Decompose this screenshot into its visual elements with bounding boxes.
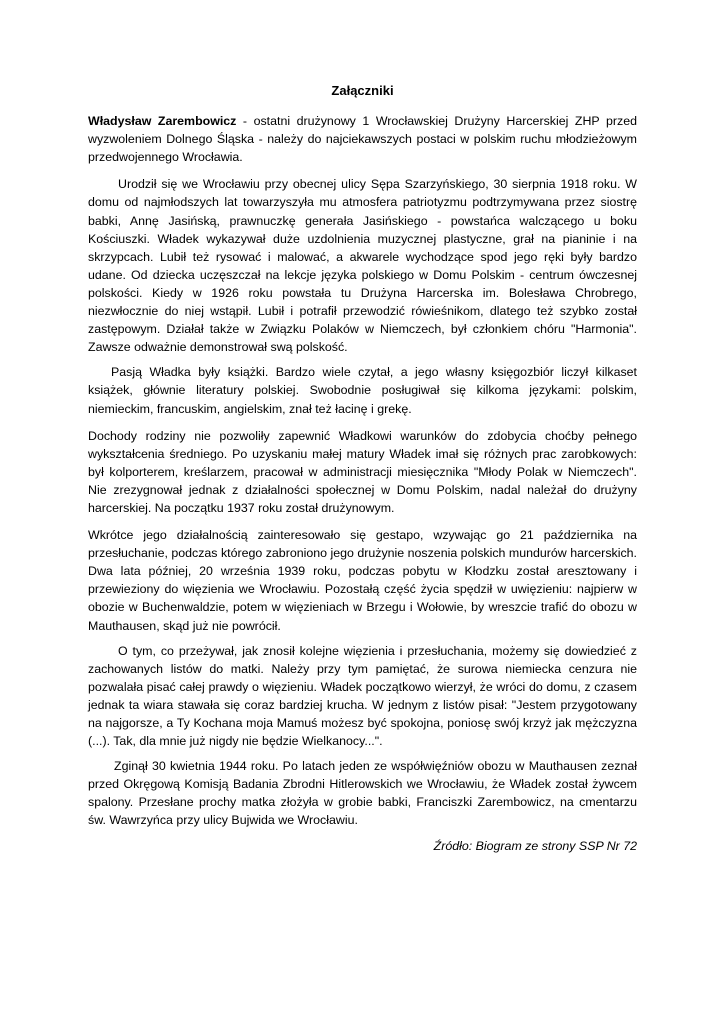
person-name: Władysław Zarembowicz: [88, 114, 237, 129]
paragraph-books: Pasją Władka były książki. Bardzo wiele czytał, a jego własny księgozbiór liczył kilkaset książek, głównie literatury polskiej. Swobodnie posługiwał się kilkoma językami: polskim, niemieckim, francuskim, angielskim, znał też łacinę i grekę.: [88, 365, 637, 416]
paragraph-work: Dochody rodziny nie pozwoliły zapewnić Władkowi warunków do zdobycia choćby pełnego wykształcenia średniego. Po uzyskaniu małej matury Władek imał się różnych prac zarobkowych: był kolporterem, kreślarzem, pracował w administracji miesięcznika "Młody Polak w Niemczech". Nie zrezygnował jednak z działalności społecznej w Domu Polskim, nadal należał do drużyny harcerskiej. Na początku 1937 roku został drużynowym.: [88, 428, 637, 515]
paragraph-letters: O tym, co przeżywał, jak znosił kolejne więzienia i przesłuchania, możemy się dowiedzieć z zachowanych listów do matki. Należy przy tym pamiętać, że surowa niemiecka cenzura nie pozwalała pisać całej prawdy o więzieniu. Władek początkowo wierzył, że wróci do domu, z czasem jednak ta wiara stawała się coraz bardziej krucha. W jednym z listów pisał: "Jestem przygotowany na najgorsze, a Ty Kochana moja Mamuś możesz być spokojna, poniosę swój krzyż jak mężczyzna (...). Tak, dla mnie już nigdy nie będzie Wielkanocy...".: [88, 643, 637, 749]
paragraph-birth: Urodził się we Wrocławiu przy obecnej ulicy Sępa Szarzyńskiego, 30 sierpnia 1918 roku. W domu od najmłodszych lat towarzyszyła mu atmosfera patriotyzmu podtrzymywana przez siostrę babki, Annę Jasińską, prawnuczkę generała Jasińskiego - powstańca walczącego u boku Kościuszki. Władek wykazywał duże uzdolnienia muzycznej plastyczne, grał na pianinie i na skrzypcach. Lubił też rysować i malować, a akwarele wychodzące spod jego ręki były bardzo udane. Od dziecka uczęszczał na lekcje języka polskiego w Domu Polskim - centrum ówczesnej polskości. Kiedy w 1926 roku powstała tu Drużyna Harcerska im. Bolesława Chrobrego, niezwłocznie do niej wstąpił. Lubił i potrafił przewodzić rówieśnikom, dlatego też szybko został zastępowym. Działał także w Związku Polaków w Niemczech, był członkiem chóru "Harmonia". Zawsze odważnie demonstrował swą polskość.: [88, 177, 637, 355]
paragraph-arrest: Wkrótce jego działalnością zainteresowało się gestapo, wzywając go 21 października na przesłuchanie, podczas którego zabroniono jego drużynie noszenia polskich mundurów harcerskich. Dwa lata później, 20 września 1939 roku, podczas pobytu w Kłodzku został aresztowany i przewieziony do więzienia we Wrocławiu. Pozostałą część życia spędził w uwięzieniu: najpierw w obozie w Buchenwaldzie, potem w więzieniach w Brzegu i Wołowie, by wreszcie trafić do obozu w Mauthausen, skąd już nie powrócił.: [88, 528, 637, 633]
page-title: Załączniki: [331, 83, 394, 98]
intro-text: - ostatni drużynowy 1 Wrocławskiej Drużyny Harcerskiej ZHP przed wyzwoleniem Dolnego Śląska - należy do najciekawszych postaci w polskim ruchu młodzieżowym przedwojennego Wrocławia.: [88, 114, 637, 165]
source-note: Źródło: Biogram ze strony SSP Nr 72: [433, 838, 637, 853]
paragraph-death: Zginął 30 kwietnia 1944 roku. Po latach jeden ze współwięźniów obozu w Mauthausen zeznał przed Okręgową Komisją Badania Zbrodni Hitlerowskich we Wrocławiu, że Władek został żywcem spalony. Przesłane prochy matka złożyła w grobie babki, Franciszki Zarembowicz, na cmentarzu św. Wawrzyńca przy ulicy Bujwida we Wrocławiu.: [88, 759, 637, 828]
document-page: [88, 82, 637, 855]
intro-paragraph: [88, 112, 637, 166]
